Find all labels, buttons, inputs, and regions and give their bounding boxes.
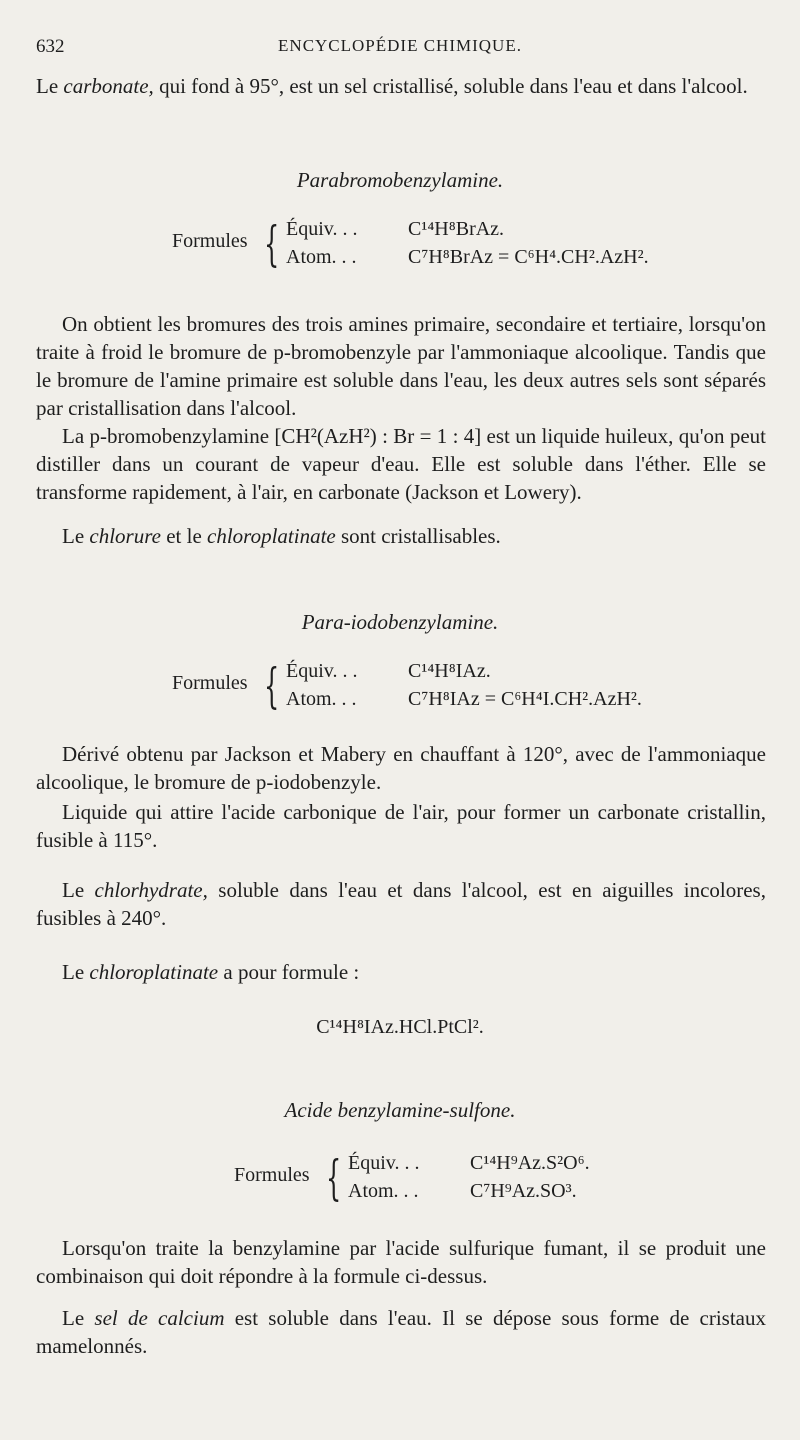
section-title-acide-benzylamine-sulfone: Acide benzylamine-sulfone. [284, 1098, 516, 1122]
page-header [36, 36, 764, 60]
paragraph: On obtient les bromures des trois amines primaire, secondaire et tertiaire, lorsqu'on traite à froid le bromure de p-bromobenzyle par l'ammoniaque alcoolique. Tandis que le bromure de l'amine primaire est soluble dans l'eau, les deux autres sels sont séparés par cristallisation dans l'alcool. [36, 312, 766, 420]
brace-icon: { [326, 1150, 342, 1206]
section-title-para-iodobenzylamine: Para-iodobenzylamine. [301, 610, 499, 634]
paragraph: Le chlorhydrate, soluble dans l'eau et dans l'alcool, est en aiguilles incolores, fusibles à 240°. [36, 878, 766, 930]
formula-block-1 [172, 216, 692, 272]
brace-icon: { [264, 658, 280, 714]
section-title-parabromobenzylamine: Parabromobenzylamine. [296, 168, 504, 192]
formula-atom-line: Atom. . . C⁷H⁸IAz = C⁶H⁴I.CH².AzH². [286, 688, 642, 710]
paragraph: Le chloroplatinate a pour formule : [62, 960, 360, 984]
paragraph: Lorsqu'on traite la benzylamine par l'acide sulfurique fumant, il se produit une combinaison qui doit répondre à la formule ci-dessus. [36, 1236, 766, 1288]
formula-equiv-line: Équiv. . . C¹⁴H⁹Az.S²O⁶. [348, 1152, 590, 1174]
intro-paragraph: Le carbonate, qui fond à 95°, est un sel cristallisé, soluble dans l'eau et dans l'alcool. [36, 74, 748, 98]
formulas-label: Formules [234, 1164, 310, 1186]
brace-icon: { [264, 216, 280, 272]
formulas-label: Formules [172, 230, 248, 252]
paragraph: Liquide qui attire l'acide carbonique de l'air, pour former un carbonate cristallin, fusible à 115°. [36, 800, 766, 852]
running-title: ENCYCLOPÉDIE CHIMIQUE. [278, 36, 522, 55]
paragraph: Dérivé obtenu par Jackson et Mabery en chauffant à 120°, avec de l'ammoniaque alcoolique, le bromure de p-iodobenzyle. [36, 742, 766, 794]
chloroplatinate-formula: C¹⁴H⁸IAz.HCl.PtCl². [316, 1016, 484, 1038]
page-number: 632 [36, 36, 65, 57]
paragraph: Le chlorure et le chloroplatinate sont cristallisables. [62, 524, 501, 548]
formula-equiv-line: Équiv. . . C¹⁴H⁸BrAz. [286, 218, 505, 240]
formula-atom-line: Atom. . . C⁷H⁹Az.SO³. [348, 1180, 577, 1202]
formulas-label: Formules [172, 672, 248, 694]
paragraph: La p-bromobenzylamine [CH²(AzH²) : Br = 1 : 4] est un liquide huileux, qu'on peut distiller dans un courant de vapeur d'eau. Elle est soluble dans l'éther. Elle se transforme rapidement, à l'air, en carbonate (Jackson et Lowery). [36, 424, 766, 504]
formula-block-3 [234, 1150, 654, 1206]
formula-equiv-line: Équiv. . . C¹⁴H⁸IAz. [286, 660, 491, 682]
formula-block-2 [172, 658, 692, 714]
formula-atom-line: Atom. . . C⁷H⁸BrAz = C⁶H⁴.CH².AzH². [286, 246, 649, 268]
paragraph: Le sel de calcium est soluble dans l'eau. Il se dépose sous forme de cristaux mamelonnés. [36, 1306, 767, 1358]
